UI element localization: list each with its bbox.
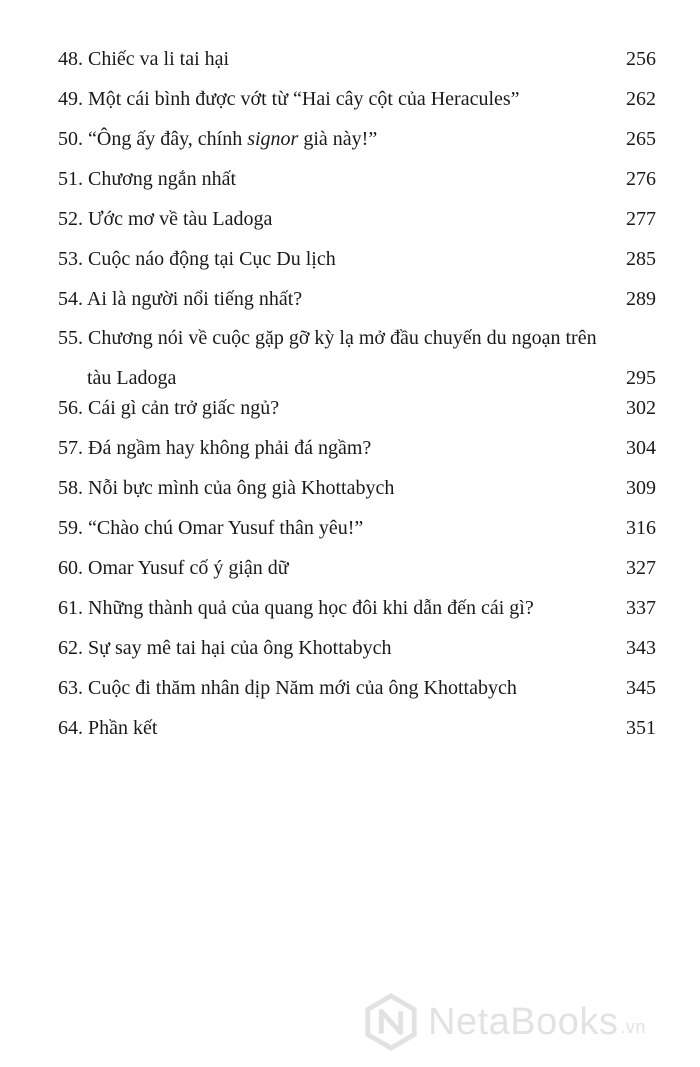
toc-entry-page: 345: [626, 677, 656, 699]
toc-entry: [58, 668, 656, 708]
toc-entry-title: 57. Đá ngầm hay không phải đá ngầm?: [58, 437, 372, 459]
toc-entry: [58, 388, 656, 428]
netabooks-watermark: [362, 993, 646, 1051]
toc-entry-page: 295: [626, 367, 656, 389]
toc-entry: [58, 159, 656, 199]
toc-entry: [58, 468, 656, 508]
toc-entry: [58, 548, 656, 588]
toc-entry-page: 351: [626, 717, 656, 739]
toc-entry-page: 304: [626, 437, 656, 459]
toc-entry-page: 343: [626, 637, 656, 659]
toc-entry-page: 302: [626, 397, 656, 419]
toc-entry: [58, 508, 656, 548]
toc-entry-page: 316: [626, 517, 656, 539]
toc-entry-title: 62. Sự say mê tai hại của ông Khottabych: [58, 637, 392, 659]
toc-entry-title: 60. Omar Yusuf cố ý giận dữ: [58, 557, 289, 579]
toc-entry-title: 63. Cuộc đi thăm nhân dịp Năm mới của ông Khottabych: [58, 677, 517, 699]
toc-entry-page: 309: [626, 477, 656, 499]
netabooks-logo-icon: [362, 993, 420, 1051]
italic-word: signor: [247, 128, 299, 150]
toc-entry-title: 48. Chiếc va li tai hại: [58, 48, 230, 70]
toc-entry-title: 49. Một cái bình được vớt từ “Hai cây cột của Heracules”: [58, 88, 520, 110]
toc-entry-title: 59. “Chào chú Omar Yusuf thân yêu!”: [58, 517, 364, 539]
toc-entry-title-continued: tàu Ladoga: [87, 367, 177, 389]
toc-entry: [58, 318, 656, 398]
toc-entry: [58, 239, 656, 279]
toc-entry-title: 54. Ai là người nổi tiếng nhất?: [58, 288, 303, 310]
toc-entry: [58, 79, 656, 119]
toc-entry-title: 51. Chương ngắn nhất: [58, 168, 237, 190]
toc-entry-page: 276: [626, 168, 656, 190]
watermark-brand: NetaBooks .vn: [428, 1000, 646, 1043]
toc-entry: [58, 428, 656, 468]
toc-entry-page: 289: [626, 288, 656, 310]
toc-entry-page: 337: [626, 597, 656, 619]
toc-entry-page: 277: [626, 208, 656, 230]
toc-entry-page: 285: [626, 248, 656, 270]
toc-entry-title: 52. Ước mơ về tàu Ladoga: [58, 208, 273, 230]
toc-entry-page: 262: [626, 88, 656, 110]
toc-entry-title: 64. Phần kết: [58, 717, 158, 739]
toc-entry: [58, 199, 656, 239]
toc-entry-title: 58. Nỗi bực mình của ông già Khottabych: [58, 477, 395, 499]
toc-entry-title: 56. Cái gì cản trở giấc ngủ?: [58, 397, 280, 419]
toc-entry: [58, 588, 656, 628]
toc-entry: [58, 279, 656, 319]
toc-entry-title: 50. “Ông ấy đây, chính signor già này!”: [58, 128, 378, 150]
toc-entry: [58, 39, 656, 79]
toc-entry: [58, 628, 656, 668]
toc-entry: [58, 708, 656, 748]
toc-entry-title: 61. Những thành quả của quang học đôi khi dẫn đến cái gì?: [58, 597, 534, 619]
toc-entry-title: 53. Cuộc náo động tại Cục Du lịch: [58, 248, 336, 270]
toc-entry-page: 265: [626, 128, 656, 150]
watermark-tld: .vn: [620, 1016, 646, 1037]
toc-entry-page: 256: [626, 48, 656, 70]
toc-entry-title: 55. Chương nói về cuộc gặp gỡ kỳ lạ mở đầu chuyến du ngoạn trên: [58, 327, 597, 349]
toc-entry: [58, 119, 656, 159]
toc-entry-page: 327: [626, 557, 656, 579]
